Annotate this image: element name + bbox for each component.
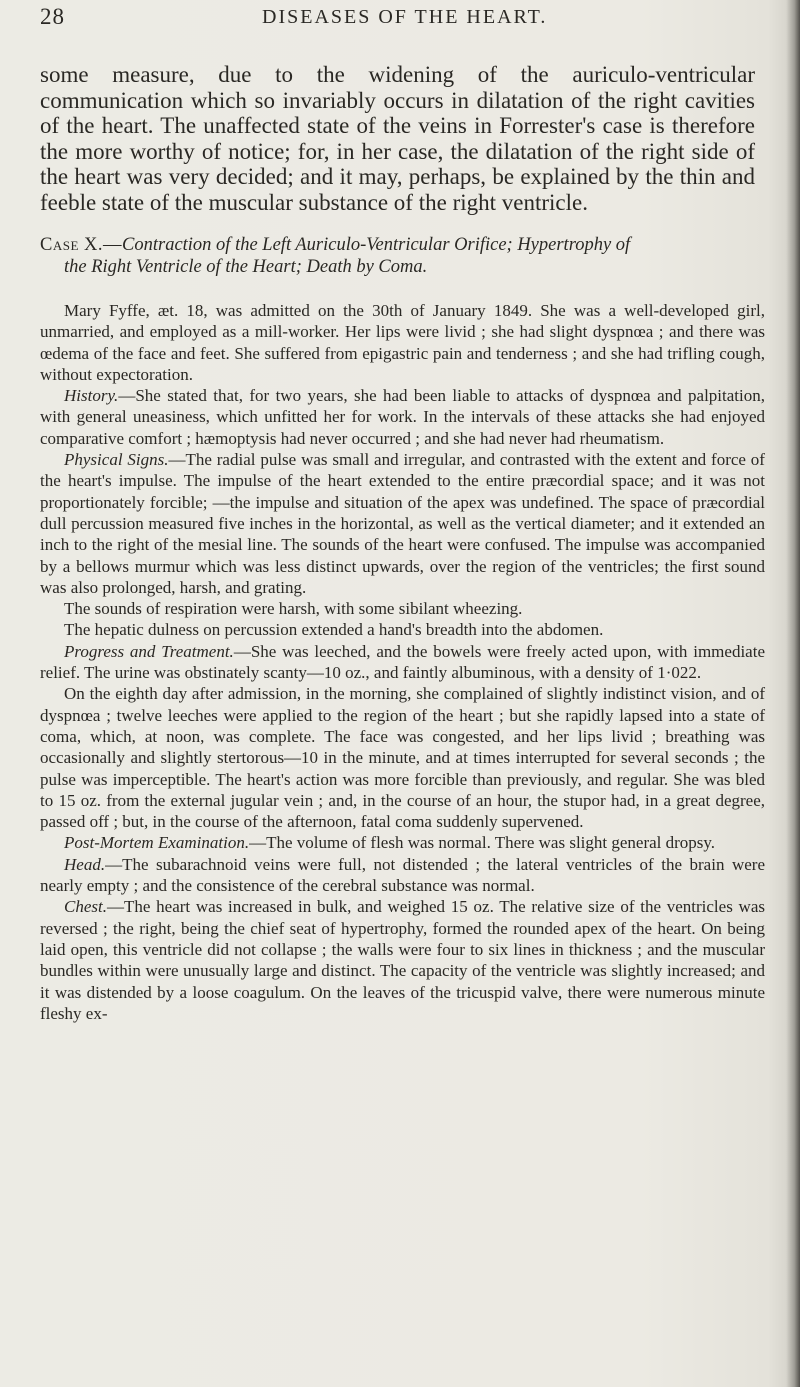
paragraph: Head.—The subarachnoid veins were full, not distended ; the lateral ventricles of the brain were nearly empty ; and the consistence of the cerebral substance was normal. bbox=[40, 854, 765, 896]
section-heading: Physical Signs. bbox=[64, 450, 169, 470]
section-heading: Progress and Treatment. bbox=[64, 641, 234, 661]
case-title-line-2: the Right Ventricle of the Heart; Death by Coma. bbox=[64, 257, 428, 277]
running-title: DISEASES OF THE HEART. bbox=[262, 6, 548, 28]
section-heading: Head. bbox=[64, 854, 106, 874]
page-edge-shadow bbox=[786, 0, 800, 1387]
paragraph: The sounds of respiration were harsh, with some sibilant wheezing. bbox=[64, 599, 523, 619]
case-label: Case X.— bbox=[40, 235, 123, 255]
section-heading: Chest. bbox=[64, 897, 107, 917]
paragraph: History.—She stated that, for two years, she had been liable to attacks of dyspnœa and palpitation, with general uneasiness, which unfitted her for work. In the intervals of these attacks she had enjoyed comparative comfort ; hæmoptysis had never occurred ; and she had never had rheumatism. bbox=[40, 386, 765, 448]
paragraph: Post-Mortem Examination.—The volume of flesh was normal. There was slight general dropsy. bbox=[64, 833, 716, 853]
section-heading: History. bbox=[64, 386, 119, 406]
paragraph: Physical Signs.—The radial pulse was small and irregular, and contrasted with the extent and force of the heart's impulse. The impulse of the heart extended to the entire præcordial space; and it was not proportionately forcible; —the impulse and situation of the apex was undefined. The space of præcordial dull percussion measured five inches in the horizontal, as well as the vertical diameter; and it extended an inch to the right of the mesial line. The sounds of the heart were confused. The impulse was accompanied by a bellows murmur which was less distinct upwards, over the region of the ventricles; the first sound was also prolonged, harsh, and grating. bbox=[40, 450, 765, 597]
paragraph: The hepatic dulness on percussion extended a hand's breadth into the abdomen. bbox=[64, 620, 604, 640]
case-body bbox=[40, 300, 765, 1024]
page-number: 28 bbox=[40, 4, 65, 29]
case-heading bbox=[40, 234, 765, 278]
running-head bbox=[40, 4, 760, 34]
paragraph: Progress and Treatment.—She was leeched, and the bowels were freely acted upon, with immediate relief. The urine was obstinately scanty—10 oz., and faintly albuminous, with a density of 1·022. bbox=[40, 641, 765, 683]
paragraph: Chest.—The heart was increased in bulk, and weighed 15 oz. The relative size of the ventricles was reversed ; the right, being the chief seat of hypertrophy, formed the rounded apex of the heart. On being laid open, this ventricle did not collapse ; the walls were four to six lines in thickness ; and the muscular bundles within were unusually large and distinct. The capacity of the ventricle was slightly increased; and it was distended by a loose coagulum. On the leaves of the tricuspid valve, there were numerous minute fleshy ex- bbox=[40, 897, 765, 1023]
section-heading: Post-Mortem Examination. bbox=[64, 833, 250, 853]
paragraph: On the eighth day after admission, in the morning, she complained of slightly indistinct vision, and of dyspnœa ; twelve leeches were applied to the region of the heart ; but she rapidly lapsed into a state of coma, which, at noon, was complete. The face was congested, and her lips livid ; breathing was occasionally and slightly stertorous—10 in the minute, and at times interrupted for several seconds ; the pulse was imperceptible. The heart's action was more forcible than previously, and regular. She was bled to 15 oz. from the external jugular vein ; and, in the course of an hour, the stupor had, in a great degree, passed off ; but, in the course of the afternoon, fatal coma suddenly supervened. bbox=[40, 684, 765, 832]
case-title-line-1: Contraction of the Left Auriculo-Ventricular Orifice; Hypertrophy of bbox=[122, 235, 631, 255]
paragraph: Mary Fyffe, æt. 18, was admitted on the 30th of January 1849. She was a well-developed girl, unmarried, and employed as a mill-worker. Her lips were livid ; she had slight dyspnœa ; and there was œdema of the face and feet. She suffered from epigastric pain and tenderness ; and she had trifling cough, without expectoration. bbox=[40, 301, 765, 384]
continued-paragraph: some measure, due to the widening of the auriculo-ventricular communication which so invariably occurs in dilatation of the right cavities of the heart. The unaffected state of the veins in Forrester's case is therefore the more worthy of notice; for, in her case, the dilatation of the right side of the heart was very decided; and it may, perhaps, be explained by the thin and feeble state of the muscular substance of the right ventricle. bbox=[40, 62, 755, 215]
